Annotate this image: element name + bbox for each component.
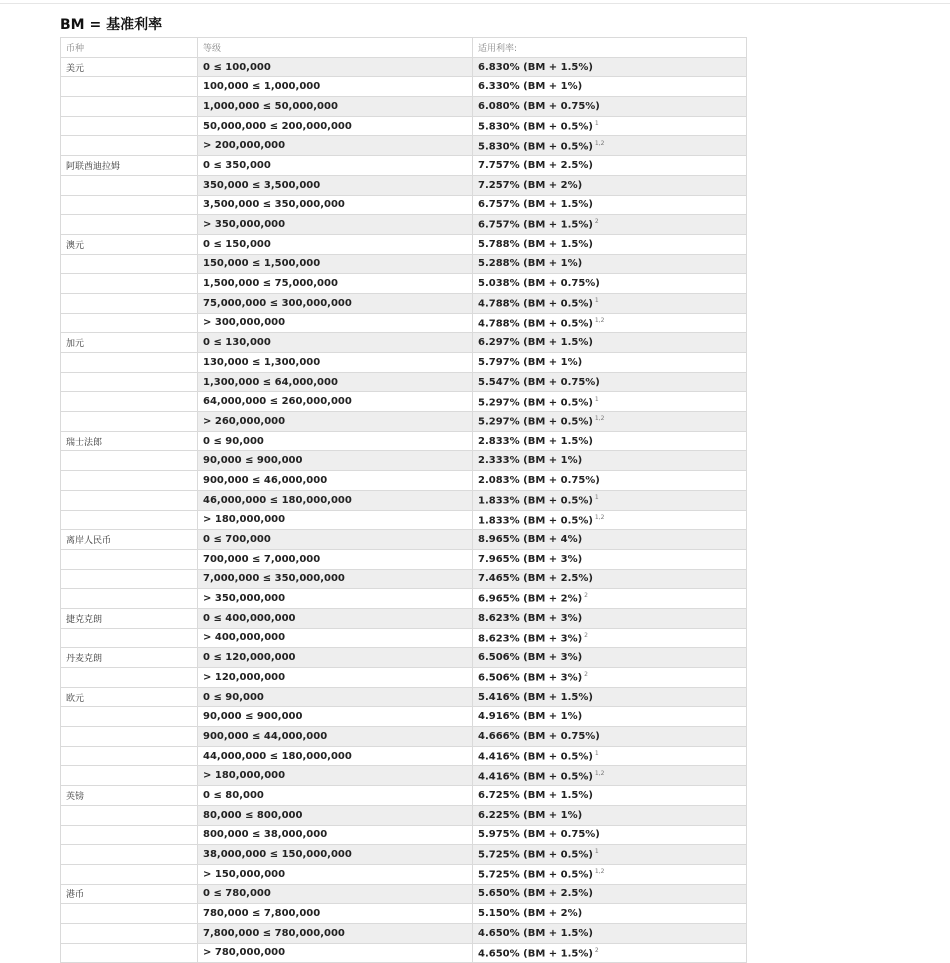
footnote-marker: 1 [594,119,599,127]
footnote-marker: 1,2 [594,513,605,521]
rate-value: 2.333% (BM + 1%) [478,455,583,467]
currency-cell [61,490,198,510]
table-row [61,451,747,471]
table-row [61,923,747,943]
currency-cell [61,293,198,313]
table-row [61,77,747,97]
tier-cell: 7,800,000 ≤ 780,000,000 [198,923,473,943]
currency-cell [61,825,198,845]
rate-value: 5.288% (BM + 1%) [478,258,583,270]
table-row [61,313,747,333]
tier-cell: 75,000,000 ≤ 300,000,000 [198,293,473,313]
page-title: BM = 基准利率 [60,17,163,33]
rate-value: 5.830% (BM + 0.5%) [478,121,593,133]
rate-value: 5.725% (BM + 0.5%) [478,849,593,861]
tier-cell: 1,500,000 ≤ 75,000,000 [198,274,473,294]
table-row [61,293,747,313]
rate-cell [473,431,747,451]
currency-cell [61,372,198,392]
rate-cell [473,648,747,668]
footnote-marker: 2 [594,946,599,954]
currency-cell [61,471,198,491]
rate-value: 5.038% (BM + 0.75%) [478,278,600,290]
table-row [61,353,747,373]
currency-cell [61,766,198,786]
currency-cell [61,628,198,648]
rate-value: 2.833% (BM + 1.5%) [478,435,593,447]
currency-cell: 英镑 [61,786,198,806]
rate-cell [473,628,747,648]
table-row [61,549,747,569]
table-row [61,234,747,254]
table-row [61,274,747,294]
rate-cell [473,333,747,353]
rate-cell [473,687,747,707]
tier-cell: 1,300,000 ≤ 64,000,000 [198,372,473,392]
rate-value: 5.725% (BM + 0.5%) [478,869,593,881]
tier-cell: 64,000,000 ≤ 260,000,000 [198,392,473,412]
rate-value: 8.623% (BM + 3%) [478,633,583,645]
table-row [61,943,747,963]
rate-cell [473,845,747,865]
table-row [61,431,747,451]
footnote-marker: 2 [584,592,588,600]
rate-cell [473,608,747,628]
footnote-marker: 2 [584,631,588,639]
rate-value: 4.788% (BM + 0.5%) [478,298,593,310]
rate-cell [473,943,747,963]
table-row [61,195,747,215]
currency-cell [61,136,198,156]
rate-cell [473,175,747,195]
currency-cell [61,923,198,943]
rate-cell [473,805,747,825]
table-row [61,510,747,530]
tier-cell: 0 ≤ 120,000,000 [198,648,473,668]
tier-cell: 3,500,000 ≤ 350,000,000 [198,195,473,215]
rate-value: 6.225% (BM + 1%) [478,809,583,821]
table-row [61,786,747,806]
currency-cell [61,195,198,215]
table-row [61,116,747,136]
rate-cell [473,746,747,766]
rate-value: 4.916% (BM + 1%) [478,711,583,723]
tier-cell: > 200,000,000 [198,136,473,156]
currency-cell [61,274,198,294]
table-row [61,215,747,235]
currency-cell [61,215,198,235]
rate-value: 6.506% (BM + 3%) [478,672,583,684]
rate-value: 2.083% (BM + 0.75%) [478,474,600,486]
rate-cell [473,589,747,609]
rate-value: 4.650% (BM + 1.5%) [478,927,593,939]
tier-cell: 90,000 ≤ 900,000 [198,451,473,471]
table-row [61,687,747,707]
tier-cell: 38,000,000 ≤ 150,000,000 [198,845,473,865]
currency-cell [61,97,198,117]
currency-cell [61,707,198,727]
tier-cell: 50,000,000 ≤ 200,000,000 [198,116,473,136]
rate-cell [473,786,747,806]
tier-cell: 0 ≤ 90,000 [198,431,473,451]
table-row [61,589,747,609]
currency-cell: 欧元 [61,687,198,707]
table-row [61,490,747,510]
rate-value: 4.666% (BM + 0.75%) [478,730,600,742]
table-row [61,746,747,766]
rate-value: 5.150% (BM + 2%) [478,908,583,920]
tier-cell: 90,000 ≤ 900,000 [198,707,473,727]
top-divider [0,3,950,4]
rate-cell [473,549,747,569]
rate-value: 5.297% (BM + 0.5%) [478,396,593,408]
rate-cell [473,530,747,550]
currency-cell [61,549,198,569]
rate-cell [473,57,747,77]
rate-value: 6.080% (BM + 0.75%) [478,100,600,112]
table-row [61,608,747,628]
tier-cell: > 780,000,000 [198,943,473,963]
table-row [61,372,747,392]
table-row [61,333,747,353]
rate-cell [473,923,747,943]
tier-cell: > 150,000,000 [198,864,473,884]
table-row [61,884,747,904]
currency-cell [61,451,198,471]
currency-cell [61,353,198,373]
rate-cell [473,884,747,904]
currency-cell: 捷克克朗 [61,608,198,628]
table-row [61,175,747,195]
rate-cell [473,274,747,294]
footnote-marker: 1 [594,493,599,501]
rate-cell [473,136,747,156]
rate-value: 8.965% (BM + 4%) [478,534,583,546]
table-row [61,97,747,117]
footnote-marker: 1 [594,749,599,757]
table-row [61,530,747,550]
tier-cell: 7,000,000 ≤ 350,000,000 [198,569,473,589]
table-row [61,412,747,432]
table-header-row [61,38,747,58]
currency-cell: 离岸人民币 [61,530,198,550]
rate-value: 7.757% (BM + 2.5%) [478,159,593,171]
tier-cell: > 350,000,000 [198,215,473,235]
rate-cell [473,215,747,235]
tier-cell: > 300,000,000 [198,313,473,333]
tier-cell: > 400,000,000 [198,628,473,648]
rate-cell [473,293,747,313]
rate-value: 5.416% (BM + 1.5%) [478,691,593,703]
column-header-tier: 等级 [198,38,473,58]
column-header-currency: 币种 [61,38,198,58]
rate-cell [473,510,747,530]
table-row [61,254,747,274]
rate-value: 5.547% (BM + 0.75%) [478,376,600,388]
footnote-marker: 1,2 [594,415,605,423]
rate-cell [473,707,747,727]
tier-cell: 0 ≤ 400,000,000 [198,608,473,628]
rate-cell [473,904,747,924]
footnote-marker: 2 [584,671,588,679]
tier-cell: 800,000 ≤ 38,000,000 [198,825,473,845]
footnote-marker: 1,2 [594,868,605,876]
footnote-marker: 1,2 [594,769,605,777]
rate-cell [473,392,747,412]
currency-cell: 港币 [61,884,198,904]
footnote-marker: 1,2 [594,316,605,324]
rate-cell [473,313,747,333]
table-row [61,864,747,884]
footnote-marker: 2 [594,218,599,226]
rate-value: 5.975% (BM + 0.75%) [478,829,600,841]
rate-value: 6.725% (BM + 1.5%) [478,789,593,801]
rate-value: 7.257% (BM + 2%) [478,179,583,191]
tier-cell: 900,000 ≤ 46,000,000 [198,471,473,491]
rate-cell [473,156,747,176]
rate-cell [473,825,747,845]
tier-cell: 0 ≤ 90,000 [198,687,473,707]
rate-value: 5.650% (BM + 2.5%) [478,888,593,900]
rate-value: 1.833% (BM + 0.5%) [478,515,593,526]
table-row [61,569,747,589]
rate-cell [473,451,747,471]
tier-cell: 1,000,000 ≤ 50,000,000 [198,97,473,117]
rate-cell [473,116,747,136]
tier-cell: 0 ≤ 150,000 [198,234,473,254]
footnote-marker: 1 [594,848,599,856]
currency-cell [61,254,198,274]
rate-value: 6.506% (BM + 3%) [478,652,583,664]
rate-value: 4.416% (BM + 0.5%) [478,751,593,763]
tier-cell: 46,000,000 ≤ 180,000,000 [198,490,473,510]
rate-value: 8.623% (BM + 3%) [478,612,583,624]
rate-value: 4.788% (BM + 0.5%) [478,318,593,330]
rate-value: 1.833% (BM + 0.5%) [478,495,593,507]
currency-cell: 阿联酋迪拉姆 [61,156,198,176]
tier-cell: > 120,000,000 [198,668,473,688]
currency-cell: 丹麦克朗 [61,648,198,668]
rate-cell [473,195,747,215]
rate-value: 5.830% (BM + 0.5%) [478,140,593,152]
table-row [61,136,747,156]
rate-value: 6.330% (BM + 1%) [478,81,583,93]
currency-cell [61,943,198,963]
footnote-marker: 1,2 [594,139,605,147]
tier-cell: > 180,000,000 [198,766,473,786]
currency-cell [61,412,198,432]
tier-cell: > 350,000,000 [198,589,473,609]
table-row [61,825,747,845]
footnote-marker: 1 [594,297,599,305]
footnote-marker: 1 [594,395,599,403]
currency-cell [61,864,198,884]
rate-value: 4.650% (BM + 1.5%) [478,948,593,960]
rate-value: 5.297% (BM + 0.5%) [478,416,593,428]
table-row [61,727,747,747]
currency-cell [61,569,198,589]
tier-cell: 80,000 ≤ 800,000 [198,805,473,825]
rate-value: 6.830% (BM + 1.5%) [478,61,593,73]
tier-cell: 100,000 ≤ 1,000,000 [198,77,473,97]
currency-cell: 美元 [61,57,198,77]
table-row [61,471,747,491]
rate-cell [473,766,747,786]
table-row [61,628,747,648]
tier-cell: 0 ≤ 130,000 [198,333,473,353]
currency-cell [61,589,198,609]
table-row [61,57,747,77]
currency-cell [61,116,198,136]
tier-cell: > 260,000,000 [198,412,473,432]
tier-cell: 900,000 ≤ 44,000,000 [198,727,473,747]
interest-rate-table [60,37,747,963]
rate-cell [473,353,747,373]
tier-cell: 700,000 ≤ 7,000,000 [198,549,473,569]
currency-cell: 加元 [61,333,198,353]
tier-cell: 780,000 ≤ 7,800,000 [198,904,473,924]
rate-cell [473,864,747,884]
rate-value: 6.965% (BM + 2%) [478,593,583,605]
tier-cell: 0 ≤ 350,000 [198,156,473,176]
currency-cell [61,77,198,97]
rate-cell [473,372,747,392]
tier-cell: 0 ≤ 80,000 [198,786,473,806]
rate-value: 5.797% (BM + 1%) [478,356,583,368]
tier-cell: 0 ≤ 780,000 [198,884,473,904]
table-row [61,668,747,688]
currency-cell [61,392,198,412]
table-row [61,156,747,176]
currency-cell [61,904,198,924]
rate-cell [473,727,747,747]
table-row [61,845,747,865]
currency-cell [61,668,198,688]
table-row [61,648,747,668]
currency-cell [61,510,198,530]
currency-cell [61,845,198,865]
rate-value: 7.465% (BM + 2.5%) [478,573,593,585]
column-header-rate: 适用利率: [473,38,747,58]
tier-cell: > 180,000,000 [198,510,473,530]
rate-value: 7.965% (BM + 3%) [478,553,583,565]
currency-cell [61,727,198,747]
tier-cell: 44,000,000 ≤ 180,000,000 [198,746,473,766]
rate-cell [473,569,747,589]
currency-cell [61,175,198,195]
currency-cell [61,313,198,333]
currency-cell [61,746,198,766]
rate-cell [473,77,747,97]
table-row [61,805,747,825]
tier-cell: 150,000 ≤ 1,500,000 [198,254,473,274]
rate-cell [473,97,747,117]
rate-value: 4.416% (BM + 0.5%) [478,770,593,782]
rate-cell [473,490,747,510]
table-row [61,904,747,924]
rate-cell [473,412,747,432]
currency-cell: 瑞士法郎 [61,431,198,451]
table-row [61,392,747,412]
rate-cell [473,668,747,688]
rate-value: 6.757% (BM + 1.5%) [478,199,593,211]
rate-value: 5.788% (BM + 1.5%) [478,238,593,250]
rate-value: 6.757% (BM + 1.5%) [478,219,593,231]
rate-cell [473,254,747,274]
currency-cell: 澳元 [61,234,198,254]
table-row [61,766,747,786]
tier-cell: 350,000 ≤ 3,500,000 [198,175,473,195]
tier-cell: 130,000 ≤ 1,300,000 [198,353,473,373]
tier-cell: 0 ≤ 700,000 [198,530,473,550]
table-row [61,707,747,727]
currency-cell [61,805,198,825]
tier-cell: 0 ≤ 100,000 [198,57,473,77]
rate-value: 6.297% (BM + 1.5%) [478,337,593,349]
table-body [61,57,747,963]
rate-cell [473,471,747,491]
rate-cell [473,234,747,254]
